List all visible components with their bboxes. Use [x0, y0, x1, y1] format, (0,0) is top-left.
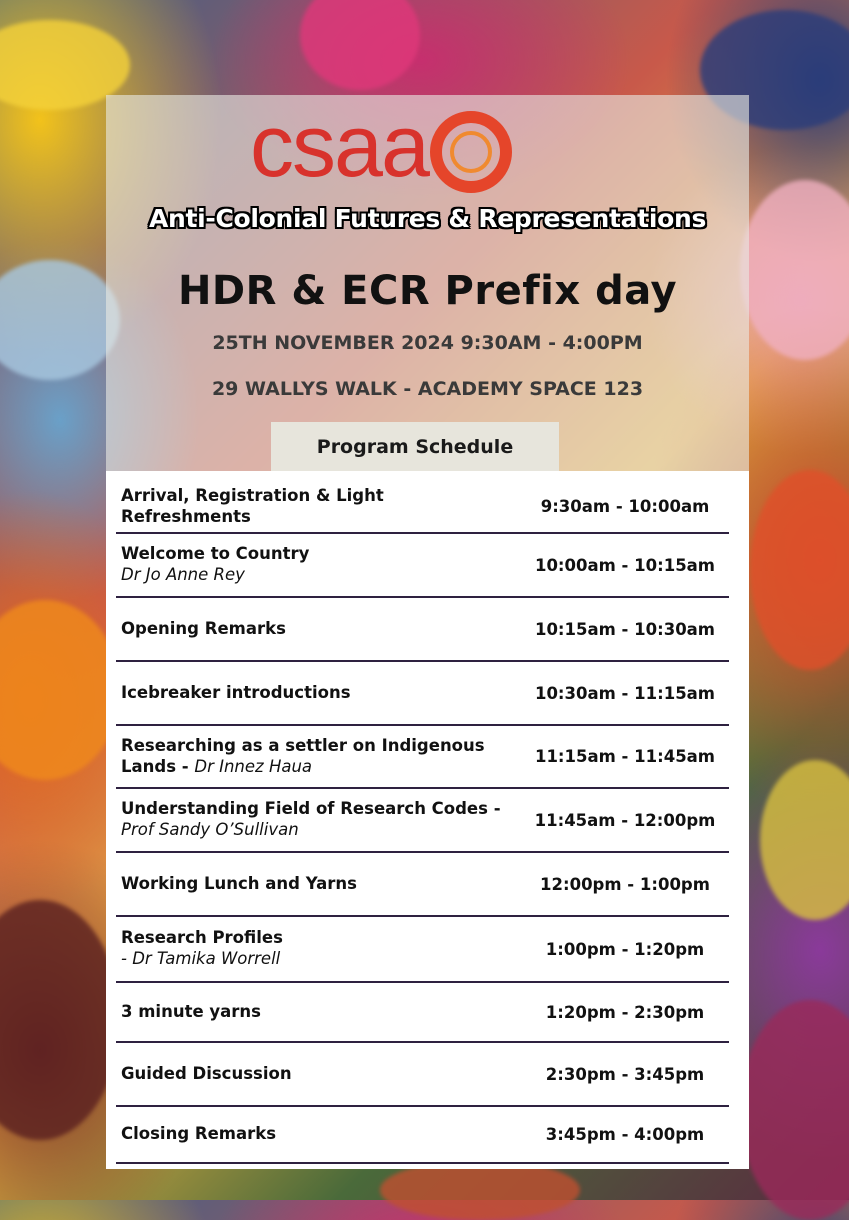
activity-name: Welcome to Country	[121, 544, 310, 564]
logo-circle-icon	[430, 111, 512, 193]
schedule-row	[116, 853, 729, 917]
background-stroke	[380, 1160, 580, 1220]
schedule-time: 11:15am - 11:45am	[534, 747, 716, 766]
activity-speaker: - Dr Tamika Worrell	[121, 949, 281, 968]
schedule-row	[116, 598, 729, 662]
schedule-table	[106, 471, 749, 1169]
schedule-row	[116, 983, 729, 1043]
event-venue: 29 WALLYS WALK - ACADEMY SPACE 123	[211, 378, 644, 400]
schedule-activity	[116, 928, 501, 969]
activity-name: Opening Remarks	[121, 618, 286, 638]
schedule-activity	[116, 736, 501, 777]
schedule-row	[116, 726, 729, 789]
schedule-activity	[116, 683, 501, 704]
background-stroke	[760, 760, 849, 920]
schedule-activity	[116, 874, 501, 895]
event-subtitle: Anti-Colonial Futures & Representations	[148, 204, 707, 233]
activity-name: Working Lunch and Yarns	[121, 873, 358, 893]
background-stroke	[0, 260, 120, 380]
schedule-time: 10:30am - 11:15am	[534, 683, 716, 703]
activity-name: Guided Discussion	[121, 1063, 292, 1083]
background-stroke	[740, 1000, 849, 1220]
activity-name: Researching as a settler on Indigenous Lands -	[121, 735, 485, 776]
background-stroke	[0, 900, 120, 1140]
schedule-row	[116, 917, 729, 983]
schedule-time: 2:30pm - 3:45pm	[545, 1064, 705, 1084]
activity-name: 3 minute yarns	[121, 1001, 261, 1021]
activity-name: Icebreaker introductions	[121, 682, 351, 702]
schedule-activity	[116, 486, 501, 527]
schedule-activity	[116, 619, 501, 640]
schedule-activity	[116, 799, 501, 840]
activity-name: Closing Remarks	[121, 1124, 277, 1144]
logo-text: csaa	[250, 96, 428, 195]
activity-name: Research Profiles	[121, 928, 283, 948]
schedule-time: 1:20pm - 2:30pm	[545, 1002, 705, 1022]
event-date: 25TH NOVEMBER 2024 9:30AM - 4:00PM	[212, 332, 643, 354]
schedule-activity	[116, 544, 501, 585]
background-stroke	[0, 600, 120, 780]
schedule-row	[116, 481, 729, 534]
activity-speaker: Prof Sandy O’Sullivan	[121, 820, 299, 839]
background-stroke	[740, 180, 849, 360]
activity-name: Arrival, Registration & Light Refreshments	[121, 485, 384, 526]
schedule-time: 11:45am - 12:00pm	[534, 810, 716, 830]
schedule-time: 12:00pm - 1:00pm	[540, 874, 710, 894]
activity-speaker: Dr Innez Haua	[194, 756, 313, 776]
schedule-activity	[116, 1124, 501, 1145]
schedule-heading: Program Schedule	[271, 422, 559, 471]
schedule-time: 10:00am - 10:15am	[534, 555, 716, 575]
schedule-row	[116, 1043, 729, 1107]
schedule-row	[116, 534, 729, 598]
schedule-time: 1:00pm - 1:20pm	[545, 939, 705, 959]
schedule-activity	[116, 1064, 501, 1085]
activity-speaker: Dr Jo Anne Rey	[121, 565, 245, 584]
csaa-logo	[250, 96, 590, 195]
schedule-time: 9:30am - 10:00am	[540, 497, 710, 516]
background-stroke	[300, 0, 420, 90]
schedule-time: 3:45pm - 4:00pm	[545, 1125, 705, 1144]
schedule-row	[116, 789, 729, 853]
schedule-time: 10:15am - 10:30am	[534, 619, 716, 639]
schedule-row	[116, 1107, 729, 1164]
schedule-row	[116, 662, 729, 726]
schedule-activity	[116, 1002, 501, 1023]
background-stroke	[750, 470, 849, 670]
activity-name: Understanding Field of Research Codes -	[121, 799, 501, 819]
event-title: HDR & ECR Prefix day	[177, 268, 678, 314]
